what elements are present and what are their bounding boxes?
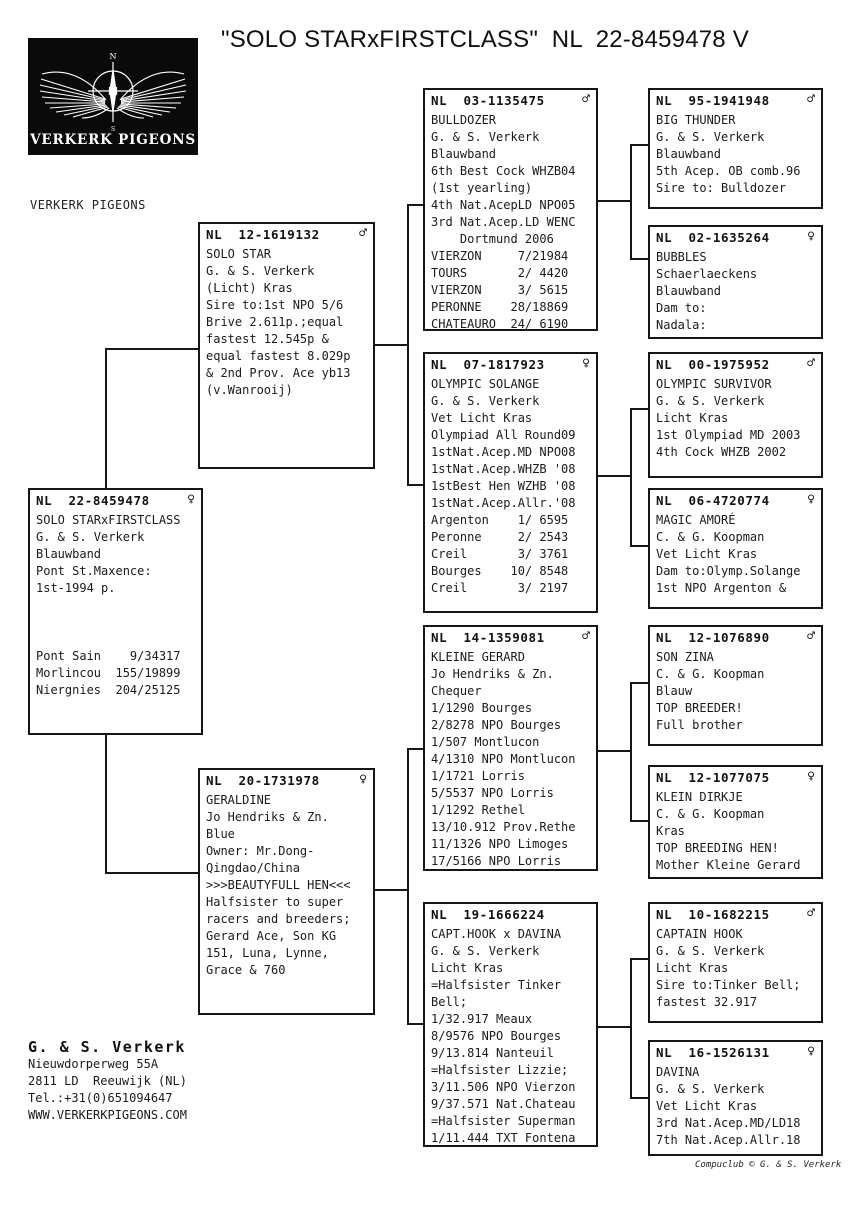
sex-symbol-icon: ♂: [582, 92, 590, 107]
sex-symbol-icon: ♀: [187, 492, 195, 507]
pedigree-box-solo-star: [198, 222, 375, 469]
ring-number-row: [431, 630, 590, 645]
sex-symbol-icon: ♂: [807, 906, 815, 921]
ring-number-row: [656, 93, 815, 108]
pedigree-box-olympic-survivor: [648, 352, 823, 478]
pedigree-box-bulldozer: [423, 88, 598, 331]
page-title: "SOLO STARxFIRSTCLASS" NL 22-8459478 V: [221, 26, 749, 53]
connector-line: [407, 1023, 423, 1025]
ring-number: NL 12-1077075: [656, 770, 770, 785]
pedigree-box-text: BIG THUNDER G. & S. Verkerk Blauwband 5th Acep. OB comb.96 Sire to: Bulldozer: [656, 113, 801, 195]
pedigree-box-subject: [28, 488, 203, 735]
connector-line: [630, 820, 648, 822]
connector-line: [630, 682, 632, 822]
connector-line: [630, 144, 632, 260]
sex-symbol-icon: ♂: [359, 226, 367, 241]
logo-brand-text: VERKERK PIGEONS: [30, 132, 196, 148]
connector-line: [630, 144, 648, 146]
pedigree-box-text: MAGIC AMORÉ C. & G. Koopman Vet Licht Kras Dam to:Olymp.Solange 1st NPO Argenton &: [656, 513, 801, 595]
sex-symbol-icon: ♀: [359, 772, 367, 787]
connector-line: [407, 204, 423, 206]
ring-number-row: [656, 1045, 815, 1060]
ring-number: NL 02-1635264: [656, 230, 770, 245]
ring-number-row: [656, 493, 815, 508]
ring-number: NL 16-1526131: [656, 1045, 770, 1060]
pedigree-box-magic-amore: [648, 488, 823, 609]
ring-number: NL 14-1359081: [431, 630, 545, 645]
pedigree-box-klein-dirkje: [648, 765, 823, 879]
connector-line: [630, 1097, 648, 1099]
connector-line: [630, 958, 632, 1099]
ring-number: NL 00-1975952: [656, 357, 770, 372]
ring-number: NL 22-8459478: [36, 493, 150, 508]
pedigree-box-davina: [648, 1040, 823, 1156]
ring-number: NL 12-1619132: [206, 227, 320, 242]
connector-line: [630, 545, 648, 547]
pedigree-box-geraldine: [198, 768, 375, 1015]
ring-number: NL 03-1135475: [431, 93, 545, 108]
connector-line: [598, 750, 632, 752]
connector-line: [598, 475, 632, 477]
ring-number: NL 06-4720774: [656, 493, 770, 508]
pedigree-box-text: OLYMPIC SOLANGE G. & S. Verkerk Vet Licht Kras Olympiad All Round09 1stNat.Acep.MD NPO08 1stNat.Acep.WHZB '08 1stBest Hen WZHB '08 1stNat.Acep.Allr.'08 Argenton 1/ 6595 Peronne 2/ 2543 Creil 3/ 3761 Bourges 10/ 8548 Creil 3/ 2197: [431, 377, 576, 595]
ring-number-row: [431, 907, 590, 922]
connector-line: [105, 348, 107, 488]
compass-south-label: S: [110, 126, 116, 133]
compuclub-credit: Compuclub © G. & S. Verkerk: [695, 1160, 842, 1170]
connector-line: [407, 484, 423, 486]
pedigree-box-text: OLYMPIC SURVIVOR G. & S. Verkerk Licht Kras 1st Olympiad MD 2003 4th Cock WHZB 2002: [656, 377, 801, 459]
connector-line: [630, 258, 648, 260]
connector-line: [375, 889, 409, 891]
pedigree-box-text: DAVINA G. & S. Verkerk Vet Licht Kras 3rd Nat.Acep.MD/LD18 7th Nat.Acep.Allr.18: [656, 1065, 801, 1147]
sex-symbol-icon: ♀: [807, 769, 815, 784]
breeder-name: G. & S. Verkerk: [28, 1038, 186, 1056]
pedigree-box-kleine-gerard: [423, 625, 598, 871]
pedigree-box-big-thunder: [648, 88, 823, 209]
connector-line: [407, 748, 409, 1025]
ring-number-row: [656, 770, 815, 785]
pedigree-box-bubbles: [648, 225, 823, 339]
ring-number-row: [36, 493, 195, 508]
pedigree-box-text: SON ZINA C. & G. Koopman Blauw TOP BREEDER! Full brother: [656, 650, 765, 732]
address-block: [28, 1038, 187, 1124]
connector-line: [407, 748, 423, 750]
pedigree-box-olympic-solange: [423, 352, 598, 613]
connector-line: [630, 958, 648, 960]
connector-line: [407, 204, 409, 486]
ring-number-row: [206, 227, 367, 242]
sex-symbol-icon: ♀: [807, 492, 815, 507]
connector-line: [105, 733, 107, 874]
ring-number: NL 07-1817923: [431, 357, 545, 372]
sex-symbol-icon: ♂: [807, 356, 815, 371]
ring-number-row: [656, 230, 815, 245]
connector-line: [630, 682, 648, 684]
pedigree-box-son-zina: [648, 625, 823, 746]
pedigree-box-text: BUBBLES Schaerlaeckens Blauwband Dam to: Nadala:: [656, 250, 758, 332]
pedigree-box-text: BULLDOZER G. & S. Verkerk Blauwband 6th Best Cock WHZB04 (1st yearling) 4th Nat.AcepLD NPO05 3rd Nat.Acep.LD WENC Dortmund 2006 VIERZON 7/21984 TOURS 2/ 4420 VIERZON 3/ 5615 PERONNE 28/18869 CHATEAURO 24/ 6190: [431, 113, 576, 331]
pedigree-box-captain-hook: [648, 902, 823, 1023]
sex-symbol-icon: ♂: [582, 629, 590, 644]
ring-number: NL 10-1682215: [656, 907, 770, 922]
ring-number-row: [656, 357, 815, 372]
ring-number-row: [656, 630, 815, 645]
connector-line: [630, 408, 648, 410]
ring-number-row: [656, 907, 815, 922]
connector-line: [375, 344, 409, 346]
address-lines: Nieuwdorperweg 55A 2811 LD Reeuwijk (NL) Tel.:+31(0)651094647 WWW.VERKERKPIGEONS.COM: [28, 1057, 187, 1122]
ring-number-row: [206, 773, 367, 788]
ring-number-row: [431, 93, 590, 108]
pedigree-box-text: SOLO STARxFIRSTCLASS G. & S. Verkerk Blauwband Pont St.Maxence: 1st-1994 p. Pont Sain 9/34317 Morlincou 155/19899 Niergnies 204/25125: [36, 513, 181, 697]
connector-line: [105, 348, 198, 350]
compass-north-label: N: [109, 52, 117, 61]
sex-symbol-icon: ♀: [807, 1044, 815, 1059]
pedigree-box-text: KLEINE GERARD Jo Hendriks & Zn. Chequer 1/1290 Bourges 2/8278 NPO Bourges 1/507 Montlucon 4/1310 NPO Montlucon 1/1721 Lorris 5/5537 NPO Lorris 1/1292 Rethel 13/10.912 Prov.Rethe 11/1326 NPO Limoges 17/5166 NPO Lorris: [431, 650, 576, 868]
ring-number-row: [431, 357, 590, 372]
pedigree-box-text: KLEIN DIRKJE C. & G. Koopman Kras TOP BREEDING HEN! Mother Kleine Gerard: [656, 790, 801, 872]
ring-number: NL 20-1731978: [206, 773, 320, 788]
pedigree-box-text: GERALDINE Jo Hendriks & Zn. Blue Owner: Mr.Dong- Qingdao/China >>>BEAUTYFULL HEN<<< Halfsister to super racers and breeders; Gerard Ace, Son KG 151, Luna, Lynne, Grace & 760: [206, 793, 351, 977]
verkerk-pigeons-logo: [28, 38, 198, 155]
loft-name-label: VERKERK PIGEONS: [30, 198, 146, 212]
ring-number: NL 12-1076890: [656, 630, 770, 645]
connector-line: [598, 200, 632, 202]
pedigree-box-capthook-davina: [423, 902, 598, 1147]
sex-symbol-icon: ♀: [807, 229, 815, 244]
ring-number: NL 19-1666224: [431, 907, 545, 922]
pedigree-box-text: CAPT.HOOK x DAVINA G. & S. Verkerk Licht Kras =Halfsister Tinker Bell; 1/32.917 Meaux 8/9576 NPO Bourges 9/13.814 Nanteuil =Halfsister Lizzie; 3/11.506 NPO Vierzon 9/37.571 Nat.Chateau =Halfsister Superman 1/11.444 TXT Fontena: [431, 927, 576, 1145]
ring-number: NL 95-1941948: [656, 93, 770, 108]
sex-symbol-icon: ♂: [807, 92, 815, 107]
sex-symbol-icon: ♂: [807, 629, 815, 644]
connector-line: [598, 1026, 632, 1028]
connector-line: [630, 408, 632, 547]
pedigree-box-text: SOLO STAR G. & S. Verkerk (Licht) Kras Sire to:1st NPO 5/6 Brive 2.611p.;equal fastest 12.545p & equal fastest 8.029p & 2nd Prov. Ace yb13 (v.Wanrooij): [206, 247, 351, 397]
connector-line: [105, 872, 198, 874]
pedigree-box-text: CAPTAIN HOOK G. & S. Verkerk Licht Kras Sire to:Tinker Bell; fastest 32.917: [656, 927, 801, 1009]
sex-symbol-icon: ♀: [582, 356, 590, 371]
